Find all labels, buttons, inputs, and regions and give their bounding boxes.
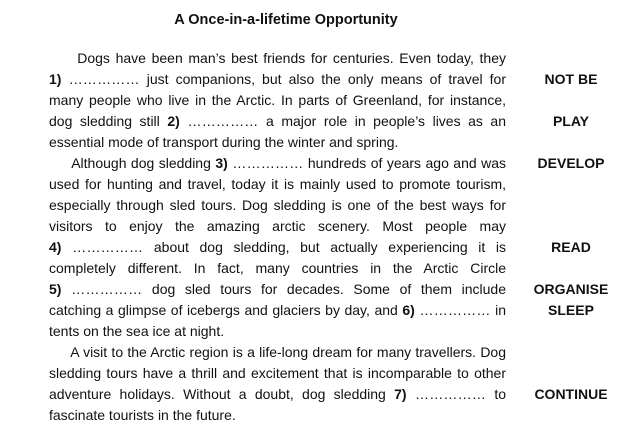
keyword-3: DEVELOP <box>537 155 605 171</box>
keyword-5: ORGANISE <box>533 281 609 297</box>
page-title: A Once-in-a-lifetime Opportunity <box>174 12 398 28</box>
line-text: in <box>490 302 507 318</box>
passage-line <box>49 48 506 69</box>
gap-blank[interactable]: …………… <box>414 302 491 318</box>
line-text: hundreds of years ago and was <box>303 155 506 171</box>
line-text: essential mode of transport during the winter and spring. <box>49 134 399 150</box>
gap-blank[interactable]: …………… <box>179 113 259 129</box>
passage-line <box>49 69 506 90</box>
keyword-4: READ <box>551 239 591 255</box>
passage-line <box>49 258 506 279</box>
gap-blank[interactable]: …………… <box>61 239 144 255</box>
gap-number: 3) <box>215 155 228 171</box>
line-text: a major role in people’s lives as an <box>258 113 506 129</box>
line-text: Although dog sledding <box>49 155 216 171</box>
passage-line <box>49 321 506 342</box>
line-text: visitors to enjoy the amazing arctic scenery. Most people may <box>49 218 506 234</box>
line-text: Dogs have been man’s best friends for centuries. Even today, they <box>49 50 506 66</box>
gap-number: 1) <box>49 71 62 87</box>
line-text: especially through sled tours. Dog sledding is one of the best ways for <box>49 197 506 213</box>
gap-number: 6) <box>402 302 415 318</box>
line-text: A visit to the Arctic region is a life-long dream for many travellers. Dog <box>49 344 506 360</box>
line-text: catching a glimpse of icebergs and glaciers by day, and <box>49 302 403 318</box>
passage-line <box>49 300 506 321</box>
line-text: tents on the sea ice at night. <box>49 323 225 339</box>
passage-line <box>49 279 506 300</box>
line-text: just companions, but also the only means of travel for <box>139 71 506 87</box>
passage-line <box>49 216 506 237</box>
passage-line <box>49 153 506 174</box>
gap-number: 2) <box>167 113 180 129</box>
keyword-7: CONTINUE <box>534 386 608 402</box>
gap-blank[interactable]: …………… <box>61 71 140 87</box>
line-text: dog sledding still <box>49 113 168 129</box>
line-text: dog sled tours for decades. Some of them include <box>142 281 506 297</box>
line-text: to <box>486 386 506 402</box>
gap-blank[interactable]: …………… <box>227 155 304 171</box>
gap-blank[interactable]: …………… <box>61 281 143 297</box>
line-text: about dog sledding, but actually experiencing it is <box>143 239 506 255</box>
passage-line <box>49 237 506 258</box>
line-text: many people who live in the Arctic. In parts of Greenland, for instance, <box>49 92 506 108</box>
gap-number: 4) <box>49 239 62 255</box>
keyword-1: NOT BE <box>544 71 598 87</box>
passage-line <box>49 111 506 132</box>
line-text: sledding tours have a thrill and excitement that is incomparable to other <box>49 365 506 381</box>
line-text: adventure holidays. Without a doubt, dog sledding <box>49 386 395 402</box>
gap-blank[interactable]: …………… <box>406 386 487 402</box>
passage-line <box>49 132 506 153</box>
gap-number: 7) <box>394 386 407 402</box>
line-text: fascinate tourists in the future. <box>49 407 236 423</box>
passage-line <box>49 342 506 363</box>
keyword-6: SLEEP <box>548 302 594 318</box>
line-text: completely different. In fact, many countries in the Arctic Circle <box>49 260 506 276</box>
gap-number: 5) <box>49 281 62 297</box>
passage-line <box>49 174 506 195</box>
line-text: used for hunting and travel, today it is mainly used to promote tourism, <box>49 176 506 192</box>
passage-line <box>49 90 506 111</box>
passage-line <box>49 195 506 216</box>
passage-line <box>49 384 506 405</box>
keyword-2: PLAY <box>552 113 590 129</box>
passage-line <box>49 363 506 384</box>
passage-line <box>49 405 506 426</box>
